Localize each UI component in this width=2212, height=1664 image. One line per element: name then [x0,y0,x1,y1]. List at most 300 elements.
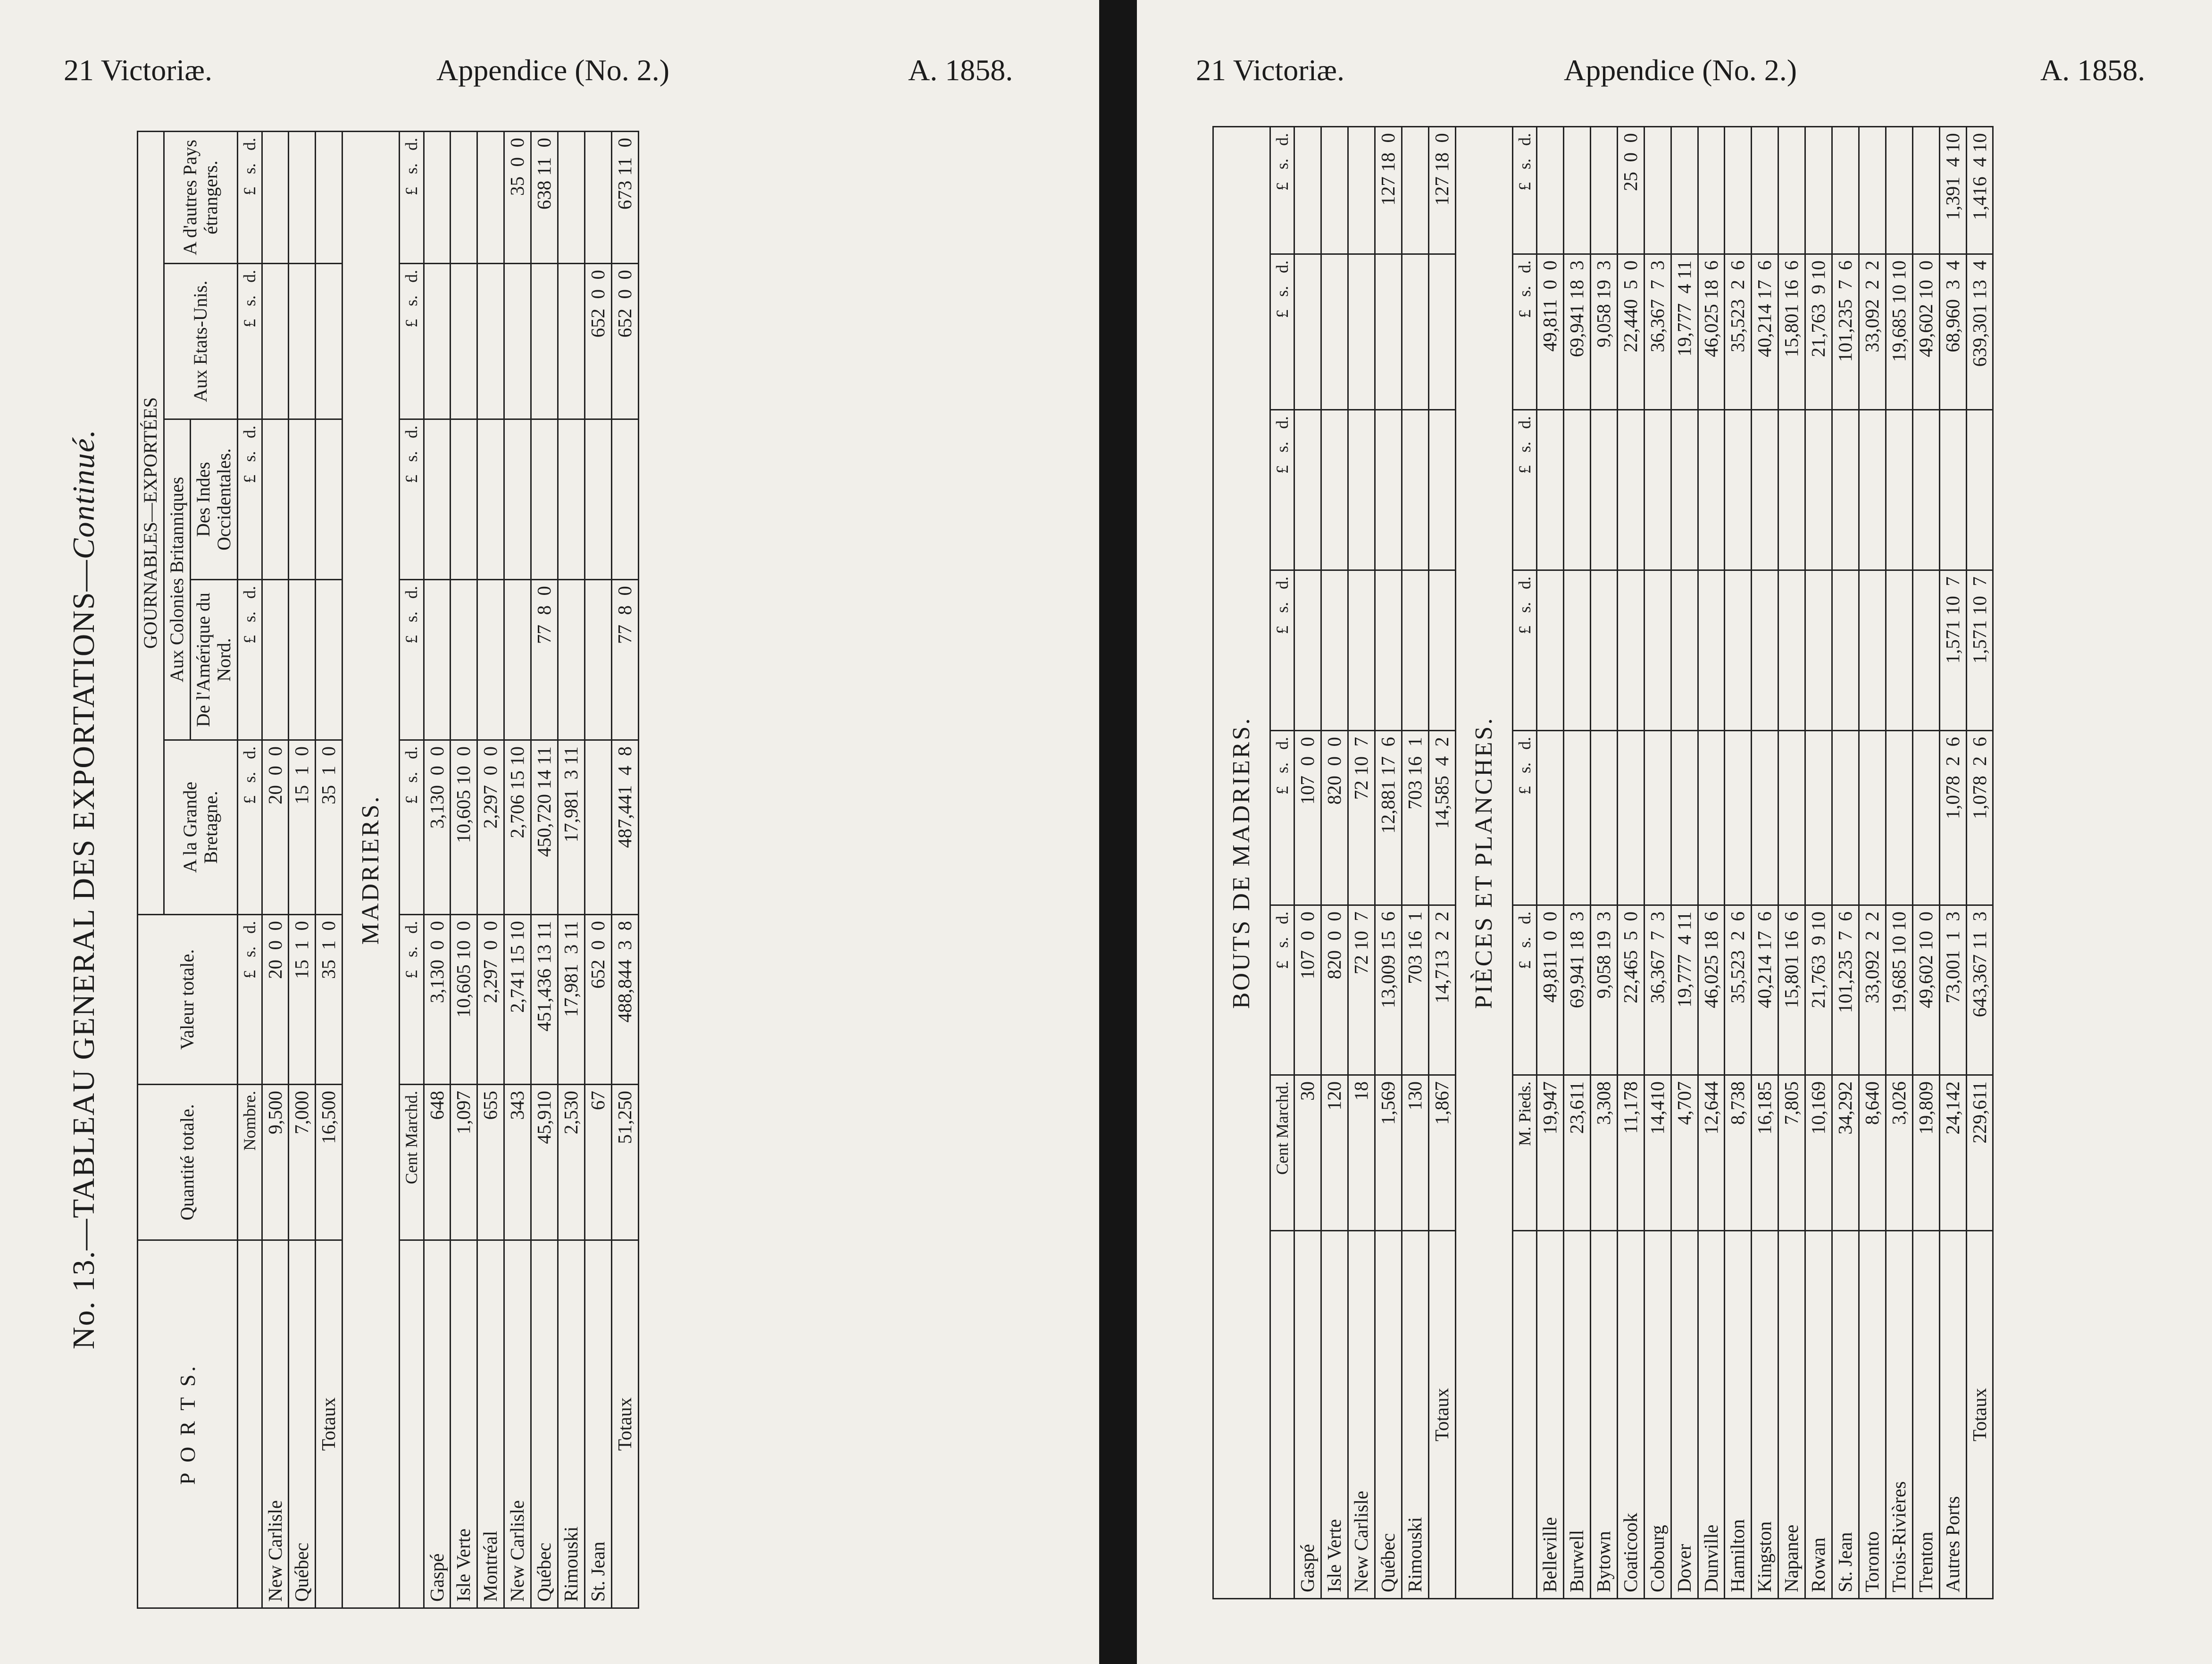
gb-cell [1563,731,1590,905]
valeur-cell: 35,523 2 6 [1725,905,1752,1075]
eu-cell: 22,440 5 0 [1617,254,1644,410]
aut-cell [316,131,342,263]
lsd-label: £ s. d. [1512,570,1536,731]
table-row [1832,127,1859,1599]
eu-cell: 101,235 7 6 [1832,254,1859,410]
ind-cell [1886,410,1912,570]
amn-cell [1752,570,1778,731]
table-row [1537,127,1564,1599]
col-amerique-nord: De l'Amérique du Nord. [190,580,238,740]
amn-cell [1590,570,1617,731]
amn-cell [1832,570,1859,731]
ind-cell [1294,410,1321,570]
lsd-label: £ s. d. [238,264,262,419]
eu-cell [1321,254,1348,410]
ind-cell [289,419,316,580]
lsd-label: £ s. d. [1270,905,1294,1075]
ind-cell [1537,410,1564,570]
aut-cell [1832,127,1859,254]
unit-blank [400,1240,424,1608]
lsd-label: £ s. d. [1270,570,1294,731]
aut-cell [1725,127,1752,254]
quantity-cell: 30 [1294,1075,1321,1231]
lsd-label: £ s. d. [1512,905,1536,1075]
eu-cell [504,264,531,419]
quantity-cell: 3,308 [1590,1075,1617,1231]
ind-cell [558,419,585,580]
amn-cell [1375,570,1402,731]
section-bouts: BOUTS DE MADRIERS. [1213,127,1270,1599]
ind-cell [1348,410,1375,570]
lsd-label: £ s. d. [400,915,424,1085]
gb-cell: 1,078 2 6 [1966,731,1993,905]
port-name: Québec [289,1240,316,1608]
table-row [531,131,558,1608]
aut-cell [477,131,504,263]
header-year: A. 1858. [2040,53,2145,87]
amn-cell [289,580,316,740]
aut-cell: 1,416 4 10 [1966,127,1993,254]
ind-cell [1859,410,1886,570]
aut-cell [1563,127,1590,254]
amn-cell [262,580,289,740]
table-row [1886,127,1912,1599]
valeur-cell: 49,602 10 0 [1912,905,1939,1075]
quantity-cell: 34,292 [1832,1075,1859,1231]
ind-cell [316,419,342,580]
valeur-cell: 488,844 3 8 [611,915,638,1085]
total-row [1428,127,1455,1599]
aut-cell [1537,127,1564,254]
quantity-cell: 120 [1321,1075,1348,1231]
port-name: Dunville [1698,1231,1725,1599]
valeur-cell: 451,436 13 11 [531,915,558,1085]
section-pieces: PIÈCES ET PLANCHES. [1455,127,1512,1599]
aut-cell [289,131,316,263]
gb-cell [584,740,611,915]
aut-cell [1590,127,1617,254]
aut-cell [1912,127,1939,254]
ind-cell [1644,410,1671,570]
gb-cell: 703 16 1 [1402,731,1428,905]
unit-row [400,131,424,1608]
unit-label: Nombre. [238,1085,262,1240]
aut-cell: 638 11 0 [531,131,558,263]
ind-cell [1375,410,1402,570]
quantity-cell: 8,640 [1859,1075,1886,1231]
eu-cell: 21,763 9 10 [1805,254,1832,410]
valeur-cell: 703 16 1 [1402,905,1428,1075]
gb-cell [1805,731,1832,905]
gb-cell: 1,078 2 6 [1939,731,1966,905]
quantity-cell: 18 [1348,1075,1375,1231]
quantity-cell: 16,500 [316,1085,342,1240]
quantity-cell: 4,707 [1671,1075,1698,1231]
ind-cell [1321,410,1348,570]
port-name: St. Jean [1832,1231,1859,1599]
quantity-cell: 7,000 [289,1085,316,1240]
aut-cell: 127 18 0 [1428,127,1455,254]
lsd-label: £ s. d. [1270,731,1294,905]
aut-cell [1859,127,1886,254]
ind-cell [1805,410,1832,570]
aut-cell [1886,127,1912,254]
ind-cell [531,419,558,580]
eu-cell: 46,025 18 6 [1698,254,1725,410]
quantity-cell: 45,910 [531,1085,558,1240]
amn-cell [316,580,342,740]
lsd-label: £ s. d. [1270,254,1294,410]
port-name: Bytown [1590,1231,1617,1599]
port-name: Trois-Rivières [1886,1231,1912,1599]
port-name: Isle Verte [1321,1231,1348,1599]
port-name: Toronto [1859,1231,1886,1599]
quantity-cell: 16,185 [1752,1075,1778,1231]
gb-cell [1725,731,1752,905]
lsd-label: £ s. d. [238,419,262,580]
valeur-cell: 10,605 10 0 [451,915,477,1085]
amn-cell [1402,570,1428,731]
eu-cell: 9,058 19 3 [1590,254,1617,410]
amn-cell: 1,571 10 7 [1939,570,1966,731]
rotated-table-right [1212,127,1994,1599]
total-label: Totaux [1428,1231,1455,1599]
eu-cell [424,264,451,419]
amn-cell [1725,570,1752,731]
valeur-cell: 2,297 0 0 [477,915,504,1085]
aut-cell: 35 0 0 [504,131,531,263]
gb-cell: 14,585 4 2 [1428,731,1455,905]
gb-cell: 820 0 0 [1321,731,1348,905]
table-row [1939,127,1966,1599]
eu-cell [1402,254,1428,410]
ind-cell [1966,410,1993,570]
valeur-cell: 13,009 15 6 [1375,905,1402,1075]
lsd-label: £ s. d. [1512,731,1536,905]
valeur-cell: 49,811 0 0 [1537,905,1564,1075]
port-name: Burwell [1563,1231,1590,1599]
unit-label: Cent Marchd. [400,1085,424,1240]
amn-cell [584,580,611,740]
amn-cell [1671,570,1698,731]
amn-cell [424,580,451,740]
amn-cell [1348,570,1375,731]
amn-cell [1617,570,1644,731]
quantity-cell: 11,178 [1617,1075,1644,1231]
valeur-cell: 69,941 18 3 [1563,905,1590,1075]
gb-cell: 12,881 17 6 [1375,731,1402,905]
amn-cell [1778,570,1805,731]
aut-cell [1698,127,1725,254]
aut-cell [1671,127,1698,254]
table-row [424,131,451,1608]
gb-cell: 487,441 4 8 [611,740,638,915]
aut-cell [1644,127,1671,254]
unit-row [1512,127,1536,1599]
valeur-cell: 19,777 4 11 [1671,905,1698,1075]
gb-cell: 3,130 0 0 [424,740,451,915]
port-name: Québec [531,1240,558,1608]
aut-cell: 1,391 4 10 [1939,127,1966,254]
section-madriers: MADRIERS. [342,131,400,1608]
total-label: Totaux [1966,1231,1993,1599]
ind-cell [1778,410,1805,570]
eu-cell: 652 0 0 [611,264,638,419]
gb-cell: 450,720 14 11 [531,740,558,915]
col-group-gournables: GOURNABLES—EXPORTÉES [138,131,164,914]
eu-cell [316,264,342,419]
port-name: Gaspé [1294,1231,1321,1599]
port-name: Hamilton [1725,1231,1752,1599]
valeur-cell: 73,001 1 3 [1939,905,1966,1075]
valeur-cell: 14,713 2 2 [1428,905,1455,1075]
table-row [1402,127,1428,1599]
col-etats-unis: Aux Etats-Unis. [164,264,237,419]
lsd-label: £ s. d. [400,419,424,580]
amn-cell [1428,570,1455,731]
lsd-label: £ s. d. [1512,254,1536,410]
gb-cell: 35 1 0 [316,740,342,915]
table-row [1778,127,1805,1599]
aut-cell [584,131,611,263]
total-label: Totaux [316,1240,342,1608]
quantity-cell: 23,611 [1563,1075,1590,1231]
quantity-cell: 7,805 [1778,1075,1805,1231]
table-row [1671,127,1698,1599]
aut-cell [1321,127,1348,254]
port-name: Gaspé [424,1240,451,1608]
table-row [584,131,611,1608]
ind-cell [1939,410,1966,570]
gb-cell [1644,731,1671,905]
valeur-cell: 820 0 0 [1321,905,1348,1075]
valeur-cell: 3,130 0 0 [424,915,451,1085]
quantity-cell: 19,947 [1537,1075,1564,1231]
ind-cell [1402,410,1428,570]
valeur-cell: 35 1 0 [316,915,342,1085]
ind-cell [477,419,504,580]
amn-cell [451,580,477,740]
aut-cell [558,131,585,263]
amn-cell: 77 8 0 [531,580,558,740]
port-name: Québec [1375,1231,1402,1599]
gb-cell [1912,731,1939,905]
aut-cell: 25 0 0 [1617,127,1644,254]
ind-cell [1617,410,1644,570]
gb-cell: 2,706 15 10 [504,740,531,915]
unit-row [238,131,262,1608]
port-name: Dover [1671,1231,1698,1599]
port-name: Belleville [1537,1231,1564,1599]
table-row [1752,127,1778,1599]
eu-cell: 639,301 13 4 [1966,254,1993,410]
unit-blank [1512,1231,1536,1599]
amn-cell [1644,570,1671,731]
aut-cell [424,131,451,263]
eu-cell: 19,685 10 10 [1886,254,1912,410]
eu-cell [451,264,477,419]
ind-cell [1698,410,1725,570]
ind-cell [611,419,638,580]
quantity-cell: 1,097 [451,1085,477,1240]
gb-cell [1778,731,1805,905]
aut-cell: 127 18 0 [1375,127,1402,254]
left-page [0,0,1099,1664]
aut-cell [1778,127,1805,254]
table-row [1590,127,1617,1599]
quantity-cell: 51,250 [611,1085,638,1240]
port-name: Trenton [1912,1231,1939,1599]
header-appendix: Appendice (No. 2.) [436,53,670,87]
binding-gutter [1099,0,1137,1664]
port-name: Napanee [1778,1231,1805,1599]
valeur-cell: 20 0 0 [262,915,289,1085]
port-name: New Carlisle [1348,1231,1375,1599]
valeur-cell: 72 10 7 [1348,905,1375,1075]
quantity-cell: 67 [584,1085,611,1240]
eu-cell [1428,254,1455,410]
quantity-cell: 648 [424,1085,451,1240]
lsd-label: £ s. d. [1270,127,1294,254]
ind-cell [424,419,451,580]
eu-cell [262,264,289,419]
ind-cell [1671,410,1698,570]
gb-cell [1752,731,1778,905]
table-row [1321,127,1348,1599]
valeur-cell: 15,801 16 6 [1778,905,1805,1075]
ind-cell [262,419,289,580]
quantity-cell: 10,169 [1805,1075,1832,1231]
eu-cell: 15,801 16 6 [1778,254,1805,410]
rotated-table-left [137,132,639,1609]
port-name: Cobourg [1644,1231,1671,1599]
gb-cell [1590,731,1617,905]
table-row [1912,127,1939,1599]
valeur-cell: 21,763 9 10 [1805,905,1832,1075]
lsd-label: £ s. d. [1512,410,1536,570]
unit-row [1270,127,1294,1599]
port-name: Kingston [1752,1231,1778,1599]
quantity-cell: 343 [504,1085,531,1240]
valeur-cell: 19,685 10 10 [1886,905,1912,1075]
eu-cell: 49,811 0 0 [1537,254,1564,410]
quantity-cell: 229,611 [1966,1075,1993,1231]
quantity-cell: 1,867 [1428,1075,1455,1231]
header-session: 21 Victoriæ. [1196,53,1344,87]
amn-cell [1805,570,1832,731]
unit-label: M. Pieds. [1512,1075,1536,1231]
valeur-cell: 2,741 15 10 [504,915,531,1085]
gb-cell [1617,731,1644,905]
table-row [504,131,531,1608]
table-title-text: No. 13.—TABLEAU GENERAL DES EXPORTATIONS— [67,559,101,1349]
port-name: New Carlisle [504,1240,531,1608]
table-row [477,131,504,1608]
valeur-cell: 652 0 0 [584,915,611,1085]
eu-cell: 36,367 7 3 [1644,254,1671,410]
table-row [1644,127,1671,1599]
eu-cell [558,264,585,419]
valeur-cell: 33,092 2 2 [1859,905,1886,1075]
valeur-cell: 107 0 0 [1294,905,1321,1075]
ind-cell [451,419,477,580]
gb-cell: 15 1 0 [289,740,316,915]
valeur-cell: 15 1 0 [289,915,316,1085]
valeur-cell: 643,367 11 3 [1966,905,1993,1075]
aut-cell [262,131,289,263]
amn-cell [558,580,585,740]
port-name: Rowan [1805,1231,1832,1599]
table-row [1563,127,1590,1599]
ind-cell [1428,410,1455,570]
unit-blank [1270,1231,1294,1599]
aut-cell [1805,127,1832,254]
eu-cell [1294,254,1321,410]
col-valeur: Valeur totale. [138,915,238,1085]
gb-cell: 2,297 0 0 [477,740,504,915]
table-title-suffix: Continué. [67,428,101,560]
exports-table-left [137,131,639,1609]
amn-cell [1537,570,1564,731]
quantity-cell: 655 [477,1085,504,1240]
eu-cell: 19,777 4 11 [1671,254,1698,410]
col-quantite: Quantité totale. [138,1085,238,1240]
amn-cell [477,580,504,740]
total-row [611,131,638,1608]
port-name: Montréal [477,1240,504,1608]
eu-cell: 35,523 2 6 [1725,254,1752,410]
quantity-cell: 24,142 [1939,1075,1966,1231]
gb-cell: 72 10 7 [1348,731,1375,905]
table-row [558,131,585,1608]
col-ports: P O R T S. [138,1240,238,1608]
table-row [1348,127,1375,1599]
gb-cell [1698,731,1725,905]
ind-cell [584,419,611,580]
valeur-cell: 101,235 7 6 [1832,905,1859,1075]
lsd-label: £ s. d. [1270,410,1294,570]
eu-cell [1348,254,1375,410]
unit-blank [238,1240,262,1608]
aut-cell [1402,127,1428,254]
eu-cell: 40,214 17 6 [1752,254,1778,410]
total-row [316,131,342,1608]
quantity-cell: 8,738 [1725,1075,1752,1231]
table-row [1617,127,1644,1599]
port-name: Autres Ports [1939,1231,1966,1599]
amn-cell [1563,570,1590,731]
gb-cell [1537,731,1564,905]
gb-cell: 107 0 0 [1294,731,1321,905]
ind-cell [1563,410,1590,570]
amn-cell [1294,570,1321,731]
eu-cell: 652 0 0 [584,264,611,419]
gb-cell: 10,605 10 0 [451,740,477,915]
lsd-label: £ s. d. [400,264,424,419]
port-name: St. Jean [584,1240,611,1608]
lsd-label: £ s. d. [238,131,262,263]
header-year: A. 1858. [908,53,1013,87]
amn-cell [1698,570,1725,731]
table-row [1805,127,1832,1599]
amn-cell [1321,570,1348,731]
header-appendix: Appendice (No. 2.) [1564,53,1797,87]
amn-cell: 77 8 0 [611,580,638,740]
total-label: Totaux [611,1240,638,1608]
col-grande-bretagne: A la Grande Bretagne. [164,740,237,915]
total-row [1966,127,1993,1599]
valeur-cell: 40,214 17 6 [1752,905,1778,1075]
